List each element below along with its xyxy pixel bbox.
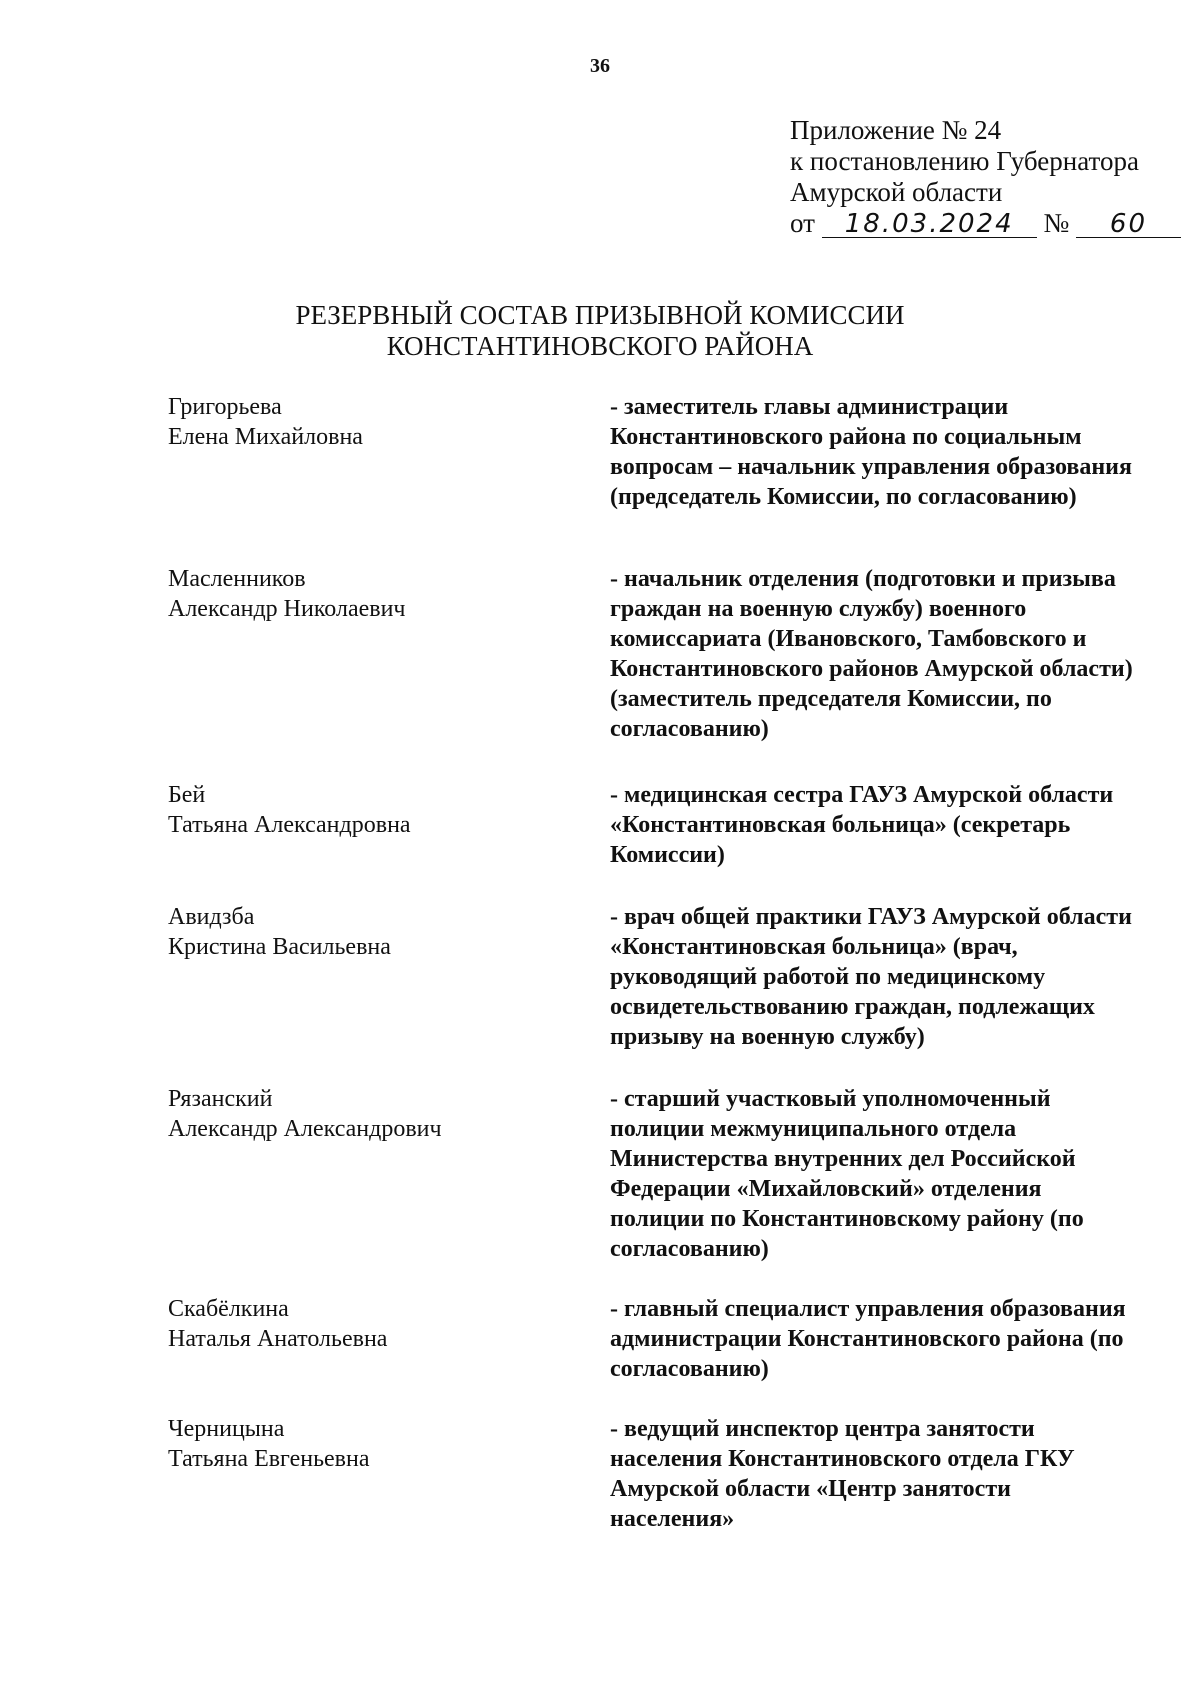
member-name — [168, 1294, 610, 1384]
member-role: - заместитель главы администрации Константиновского района по социальным вопросам – начальник управления образования (председатель Комиссии, по согласованию) — [610, 394, 1132, 510]
member-name — [168, 902, 610, 1052]
member-name — [168, 564, 610, 744]
member-given-names: Татьяна Александровна — [168, 812, 411, 838]
member-entry — [168, 1414, 1148, 1534]
member-entry — [168, 564, 1148, 744]
member-surname: Масленников — [168, 566, 306, 592]
member-given-names: Александр Николаевич — [168, 596, 406, 622]
member-entry — [168, 392, 1148, 512]
member-role: - медицинская сестра ГАУЗ Амурской области «Константиновская больница» (секретарь Комиссии) — [610, 782, 1114, 868]
title-line-1: РЕЗЕРВНЫЙ СОСТАВ ПРИЗЫВНОЙ КОМИССИИ — [295, 300, 905, 330]
member-given-names: Александр Александрович — [168, 1116, 442, 1142]
member-surname: Черницына — [168, 1416, 285, 1442]
member-role: - начальник отделения (подготовки и призыва граждан на военную службу) военного комиссариата (Ивановского, Тамбовского и Константиновского районов Амурской области) (заместитель председателя Комиссии, по согласованию) — [610, 566, 1133, 742]
appendix-date-line — [790, 208, 1181, 239]
member-role: - врач общей практики ГАУЗ Амурской области «Константиновская больница» (врач, руководящий работой по медицинскому освидетельствованию граждан, подлежащих призыву на военную службу) — [610, 904, 1132, 1050]
member-entry — [168, 780, 1148, 870]
handwritten-date: 18.03.2024 — [822, 211, 1037, 238]
title-line-2: КОНСТАНТИНОВСКОГО РАЙОНА — [386, 331, 814, 361]
member-name — [168, 1084, 610, 1264]
appendix-reference: к постановлению Губернатора — [790, 146, 1139, 176]
member-role: - старший участковый уполномоченный полиции межмуниципального отдела Министерства внутренних дел Российской Федерации «Михайловский» отделения полиции по Константиновскому району (по согласованию) — [610, 1086, 1084, 1262]
document-title — [0, 300, 1200, 362]
member-entry — [168, 1084, 1148, 1264]
member-surname: Григорьева — [168, 394, 282, 420]
member-name — [168, 780, 610, 870]
member-surname: Авидзба — [168, 904, 255, 930]
date-prefix: от — [790, 208, 815, 238]
member-entry — [168, 902, 1148, 1052]
member-role: - главный специалист управления образования администрации Константиновского района (по согласованию) — [610, 1296, 1126, 1382]
member-surname: Скабёлкина — [168, 1296, 289, 1322]
member-given-names: Елена Михайловна — [168, 424, 363, 450]
appendix-title: Приложение № 24 — [790, 115, 1002, 145]
member-surname: Бей — [168, 782, 206, 808]
member-given-names: Наталья Анатольевна — [168, 1326, 388, 1352]
member-entry — [168, 1294, 1148, 1384]
member-role: - ведущий инспектор центра занятости населения Константиновского отдела ГКУ Амурской области «Центр занятости населения» — [610, 1416, 1075, 1532]
member-given-names: Татьяна Евгеньевна — [168, 1446, 370, 1472]
appendix-region: Амурской области — [790, 177, 1003, 207]
number-prefix: № — [1043, 208, 1070, 238]
member-surname: Рязанский — [168, 1086, 273, 1112]
handwritten-number: 60 — [1076, 211, 1181, 238]
member-name — [168, 1414, 610, 1534]
member-given-names: Кристина Васильевна — [168, 934, 391, 960]
members-list — [168, 392, 1148, 1534]
member-name — [168, 392, 610, 512]
page-number: 36 — [590, 55, 610, 77]
appendix-header — [790, 115, 1181, 239]
